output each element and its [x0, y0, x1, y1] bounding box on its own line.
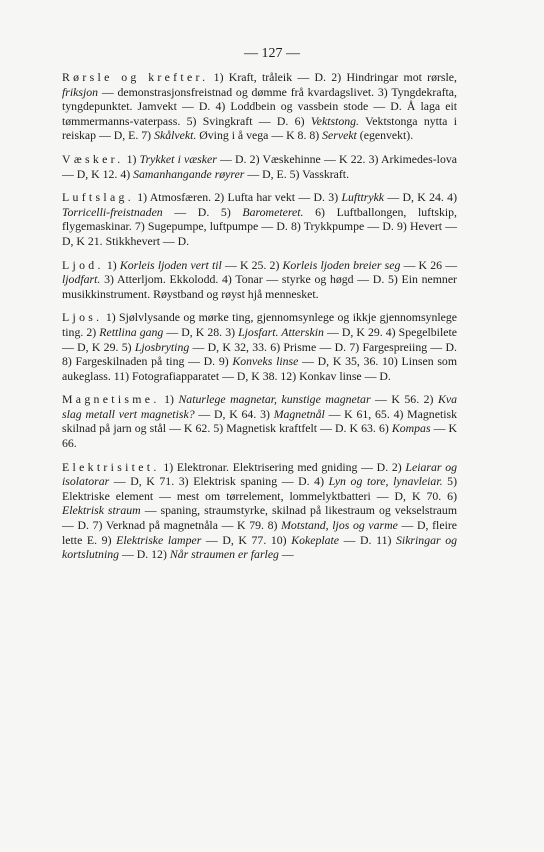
section-text: — K 26 —	[400, 257, 457, 272]
section-text: — spaning, straumstyrke, skilnad på likestraum og vekselstraum — D. 7) Verknad på magnetnåla — K 79. 8)	[62, 503, 457, 533]
italic-term: Ljosfart. Atterskin	[238, 324, 324, 339]
section-heading: Ljod.	[62, 257, 104, 272]
italic-term: Sikringar og kortslutning	[62, 532, 457, 562]
italic-term: Samanhangande røyrer	[133, 166, 245, 181]
section-paragraph	[62, 152, 457, 181]
italic-term: Ljosbryting	[134, 339, 190, 354]
italic-term: Kompas	[391, 421, 431, 436]
section-heading: Luftslag.	[62, 190, 134, 205]
italic-term: Servekt	[322, 128, 357, 143]
section-text: — D. 2) Væskehinne — K 22. 3) Arkimedes-lova — D, K 12. 4)	[62, 151, 457, 181]
section-text: — D, K 28. 3)	[163, 324, 239, 339]
italic-term: ljodfart.	[62, 272, 101, 287]
section-text: — D, K 71. 3) Elektrisk spaning — D. 4)	[109, 474, 329, 489]
section-text: 1)	[103, 257, 120, 272]
italic-term: Konveks linse	[232, 354, 299, 369]
italic-term: Kokeplate	[291, 532, 340, 547]
section-text: — K 56. 2)	[370, 392, 438, 407]
section-heading: Magnetisme.	[62, 392, 160, 407]
section-text: — D. 11)	[339, 532, 397, 547]
italic-term: Elektrisk straum	[62, 503, 141, 518]
section-text: — D, E. 5) Vasskraft.	[244, 166, 350, 181]
section-paragraph	[62, 310, 457, 383]
italic-term: Magnetnål	[273, 406, 325, 421]
section-text: Øving i å vega — K 8. 8)	[196, 128, 323, 143]
italic-term: Elektriske lamper	[116, 532, 202, 547]
section-text: 1) Atmosfæren. 2) Lufta har vekt — D. 3)	[133, 190, 342, 205]
page-number: — 127 —	[244, 46, 300, 61]
section-text: 1) Sjølvlysande og mørke ting, gjennomsynlege og ikkje gjennomsynlege ting. 2)	[62, 310, 457, 339]
section-text: 6) Luftballongen, luftskip, flygemaskinar. 7) Sugepumpe, luftpumpe — D. 8) Trykkpumpe — D. 9) Hevert — D, K 21. Stikkhevert — D.	[62, 204, 457, 248]
italic-term: Torricelli-freistnaden	[62, 204, 163, 219]
italic-term: Rettlina gang	[99, 324, 164, 339]
section-text: — D, K 64. 3)	[194, 406, 274, 421]
italic-term: friksjon	[62, 84, 99, 99]
section-text: 1) Elektronar. Elektrisering med gniding — D. 2)	[159, 459, 406, 474]
italic-term: Vektstong.	[310, 113, 359, 128]
section-paragraph	[62, 258, 457, 302]
italic-term: Naturlege magnetar, kunstige magnetar	[178, 392, 371, 407]
section-heading: Væsker.	[62, 151, 124, 166]
section-text: — demonstrasjonsfreistnad og dømme frå kvardagslivet. 3) Tyngdekrafta, tyngdepunktet. Jamvekt — D. 4) Loddbein og vassbein stode — D. Å laga eit tømmermanns-vaterpass. 5) Svingkraft — D. 6)	[62, 84, 457, 128]
section-text: — D. 12)	[119, 547, 170, 562]
italic-term: Lufttrykk	[341, 190, 385, 205]
section-text: — K 25. 2)	[221, 257, 283, 272]
italic-term: Korleis ljoden vert til	[119, 257, 222, 272]
italic-term: Når straumen er farleg	[169, 547, 279, 562]
section-paragraph	[62, 190, 457, 248]
section-paragraph	[62, 392, 457, 450]
section-text: — K 61, 65. 4) Magnetisk skilnad på jarn og stål — K 62. 5) Magnetisk kraftfelt — D. K 63. 6)	[62, 406, 457, 436]
section-text: — D, K 35, 36. 10) Linsen som aukeglass. 11) Fotografiapparatet — D, K 38. 12) Konkav linse — D.	[62, 354, 457, 383]
section-text: — D, K 24. 4)	[384, 190, 457, 205]
section-text: —	[278, 547, 294, 562]
section-heading: Ljos.	[62, 310, 103, 325]
section-text: — K 66.	[62, 421, 457, 451]
page-body	[62, 70, 457, 571]
italic-term: Barometeret.	[242, 204, 304, 219]
section-text: 3) Atterljom. Ekkolodd. 4) Tonar — styrke og høgd — D. 5) Ein nemner musikkinstrument. Røystband og røyst hjå mennesket.	[62, 272, 457, 301]
section-text: (egenvekt).	[356, 128, 414, 143]
italic-term: Korleis ljoden breier seg	[282, 257, 401, 272]
italic-term: Leiarar og isolatorar	[62, 459, 457, 489]
section-text: — D, fleire lette E. 9)	[62, 518, 458, 547]
section-text: 1) Kraft, tråleik — D. 2) Hindringar mot rørsle,	[208, 70, 457, 84]
section-heading: Rørsle og krefter.	[62, 70, 209, 84]
section-text: — D. 5)	[162, 204, 243, 219]
section-text: — D, K 29. 4) Spegelbilete — D, K 29. 5)	[62, 324, 457, 354]
section-paragraph	[62, 460, 457, 562]
section-heading: Elektrisitet.	[62, 459, 160, 474]
italic-term: Trykket i væsker	[139, 151, 217, 166]
section-text: 1)	[123, 151, 140, 166]
section-text: 5) Elektriske element — mest om tørrelement, lommelyktbatteri — D, K 70. 6)	[62, 474, 457, 503]
section-text: Vektstonga nytta i reiskap — D, E. 7)	[62, 113, 457, 143]
section-text: — D, K 77. 10)	[201, 532, 292, 547]
section-paragraph	[62, 70, 457, 143]
italic-term: Motstand, ljos og varme	[281, 518, 398, 533]
section-text: — D, K 32, 33. 6) Prisme — D. 7) Fargespreiing — D. 8) Fargeskilnaden på ting — D. 9)	[62, 339, 457, 369]
italic-term: Lyn og tore, lynavleiar.	[328, 474, 443, 489]
section-text: 1)	[159, 392, 179, 407]
italic-term: Skålvekt.	[154, 128, 197, 143]
italic-term: Kva slag metall vert magnetisk?	[62, 392, 458, 421]
